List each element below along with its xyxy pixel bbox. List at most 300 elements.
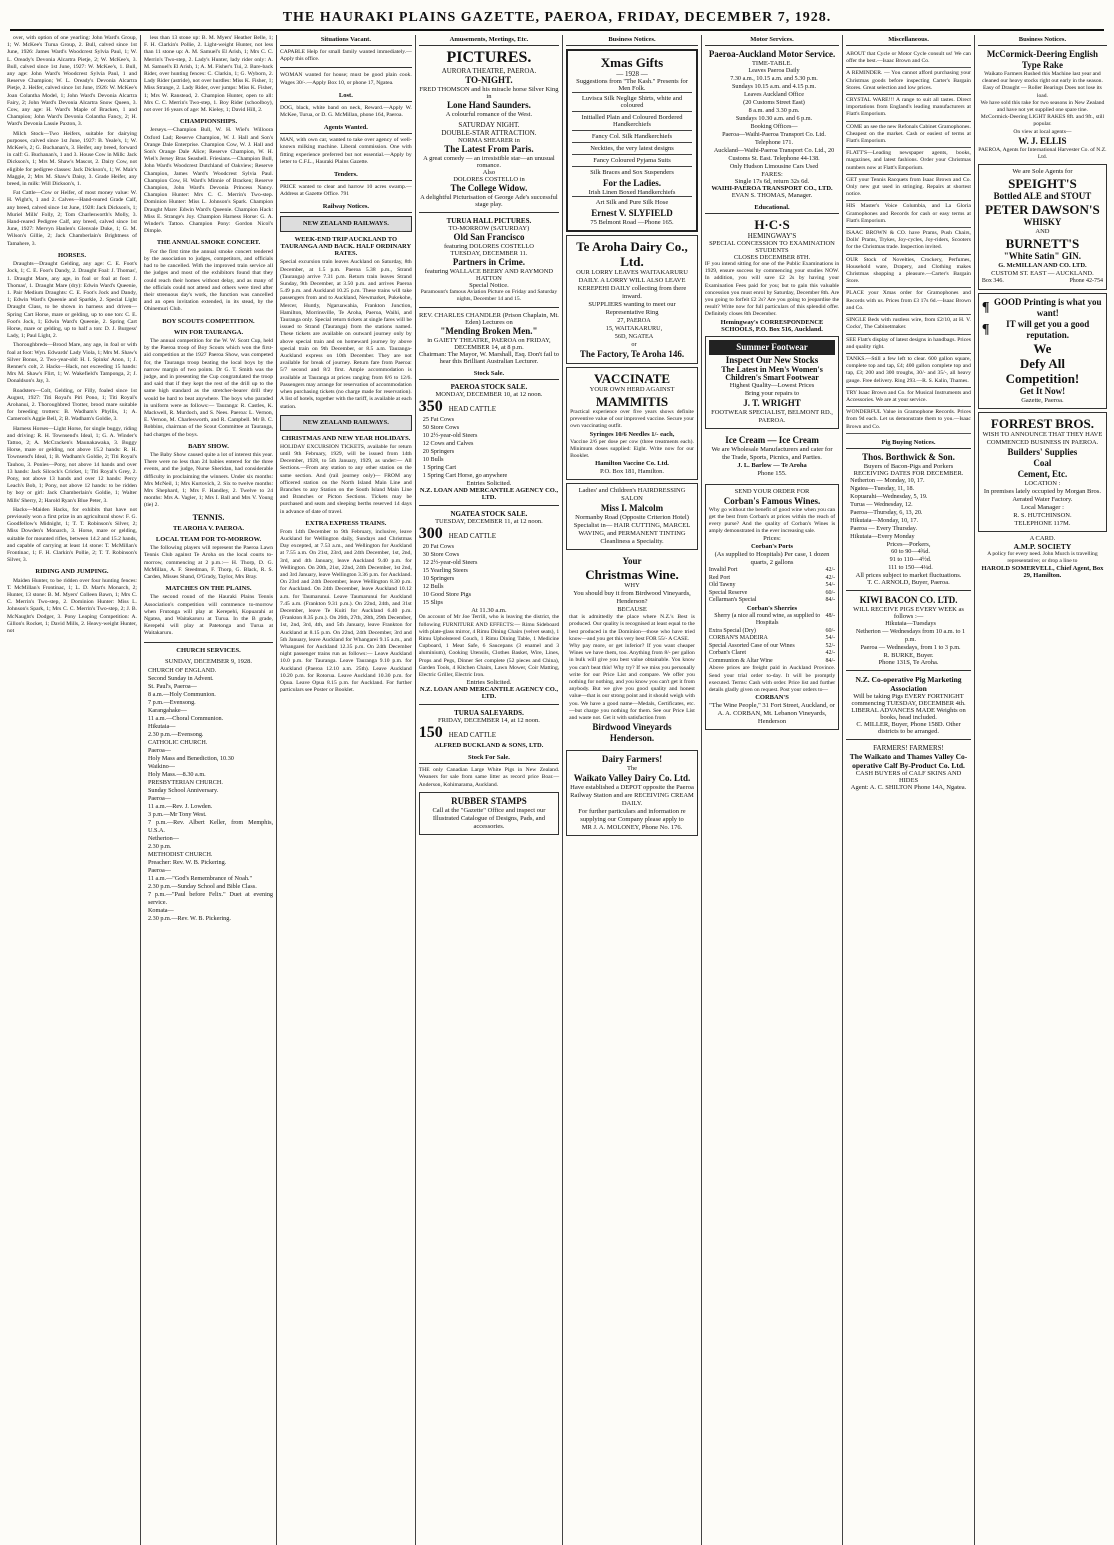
lecture-chair: Chairman: The Mayor, W. Marshall, Esq. Don't fail to hear this Brilliant Australian Lecturer. [418,351,560,366]
stock-list [419,416,559,480]
xmas-title: Xmas Gifts [600,55,664,70]
stock-item: 20 Springers [422,448,455,456]
printing-1: GOOD Printing is what you want! [993,296,1102,318]
film-title: The College Widow. [450,183,528,193]
church-line: 7 p.m.—Rev. Albert Keller, from Memphis, U.S.A. [147,819,274,835]
film-title: Partners in Crime. [452,257,526,267]
pig-buyer-sub: Buyers of Bacon-Pigs and Porkers [863,462,954,470]
gift-item: Luvisca Silk Neglige Shirts, white and coloured [572,92,692,111]
section-header: Miscellaneous. [846,35,971,46]
timetable-line: 8 a.m. and 3.30 p.m. [748,107,800,114]
section-header: Stock Sale. [419,369,559,380]
film-desc: A delightful Picturisation of George Ade's successful stage play. [420,194,558,208]
timetable-line: Paeroa—Waihi-Paeroa Transport Co. Ltd. Telephone 171. [722,131,826,146]
sale-date: MONDAY, DECEMBER 10, at 12 noon. [435,391,543,399]
film-credit: featuring DOLORES COSTELLO [443,243,534,250]
auctioneer: ALFRED BUCKLAND & SONS, LTD. [434,742,544,750]
article-paragraph: The following players will represent the Paeroa Lawn Tennis Club against Te Aroha on the local courts to-morrow, commencing at 2 p.m.:— H. Thorp, D. G. McMillan, A. F. Steedman, F. Thorp, G. Black, R. S. Carden, Misses Shand, O'Grady, Taylor, Mrs Bray. [143,545,274,581]
amp-text: A policy for every need. John Murch is travelling representative; or drop a line to [987,550,1098,564]
price-value: 84/- [825,657,836,664]
misc-ad: A REMINDER. — You cannot afford purchasing your Christmas goods before inspecting Carter's Bargain Stores. Great selection and low prices. [846,68,971,95]
suppliers-text: SUPPLIERS wanting to meet our Representative Ring [588,301,676,316]
date-line: Turua — Wednesday, 12. [850,500,913,508]
coal: Coal [1033,457,1052,468]
te-aroha-dairy-ad [566,235,698,364]
salon-title: Ladies' and Children's HAIRDRESSING SALON [578,487,686,503]
date-line: Paeroa — Every Thursday. [850,524,918,532]
para-icon: ¶ [981,299,990,315]
misc-ad: ISAAC BROWN & CO. have Prams, Push Chairs, Dolls' Prams, Trykes, Joy-cycles, Joy-riders, Scooters for the Christmas trade. Inspection invited. [846,228,971,255]
church-line: Paeroa— [147,747,171,755]
para-icon: ¶ [981,321,990,337]
wine-why-pay: Why pay more, or get inferior? If you want cheaper Wines we have them, too. Anything from 8/- per gallon in bulk will give you best value obtainable. You know you can't beat this! Why try? If we miss you personally write for our Price List and compare. We offer you nothing for nothing, and you know you can't get it from anybody. But we give you good quality and honest value—that is our strong point and it should weigh with you. We have a good name—Medals, Certificates, etc.—but charge you nothing for them. See our Price List and waste not. Get it with satisfaction from [569,643,695,722]
date-line: Netherton — Monday, 10, 17. [850,476,925,484]
section-heading: HORSES. [57,251,86,259]
gift-list [572,92,692,178]
railway-title: WEEK-END TRIP AUCKLAND TO TAURANGA AND BACK. HALF ORDINARY RATES. [280,236,412,258]
agent-name: W. J. ELLIS [1018,135,1067,146]
corban-send: SEND YOUR ORDER FOR [734,487,810,495]
column-amusements [416,35,563,1545]
sale-headcount [419,724,559,742]
stock-item: 10 2½-year-old Steers [422,432,478,440]
section-subheading: LOCAL TEAM FOR TO-MORROW. [155,536,262,543]
church-line: 2.30 p.m.—Rev. W. B. Pickering. [147,915,231,923]
kiwi-line: Paeroa — Wednesdays, from 1 to 3 p.m. [860,643,961,651]
kiwi-line: Netherton — Wednesdays from 10 a.m. to 1 p.m. [855,627,966,643]
rake-saved: We have sold this rake for two seasons in New Zealand and have not yet supplied one spare tine. [980,99,1105,114]
merchant-address: 75 Belmont Road —Phone 165. [590,219,674,226]
rubber-title: RUBBER STAMPS [451,795,527,806]
pictures-title: PICTURES. [446,49,532,66]
divider [846,670,971,671]
footwear-ad [705,336,839,429]
church-date: SUNDAY, DECEMBER 9, 1928. [164,657,253,665]
price-row [709,643,835,651]
film-credit: DOLORES COSTELLO in [453,176,525,183]
divider [419,704,559,705]
rake-easy: Easy of Draught — Roller Bearings Does not lose its load. [983,85,1102,99]
gazette-office: Gazette, Paeroa. [1021,396,1064,404]
price-value: 42/- [825,574,836,581]
church-list [144,667,273,923]
mammitis: MAMMITIS [595,394,669,409]
misc-ad: HIS Master's Voice Columbia, and La Gloria Gramophones and Records for cash or easy terms at Flatt's Emporium. [846,201,971,228]
get-it: Get It Now! [1019,385,1066,396]
stock-item: 1 Spring Cart Horse, go anywhere [422,472,508,480]
wine-title: Christmas Wine. [585,567,679,583]
corban-name: CORBAN'S [755,694,789,702]
builders: Builders' Supplies [1007,446,1078,457]
price-value: 54/- [825,582,836,589]
column-championships [141,35,277,1545]
section-header: Lost. [280,91,412,102]
we: We [1033,340,1052,356]
wine-why: WHY [624,582,640,590]
dairy-the: The [626,765,638,773]
price-item: CORBAN'S MADEIRA [708,635,768,642]
xmas-gifts-ad [566,49,698,232]
phone-list [570,317,694,349]
date-line: Hikutaia—Monday, 10, 17. [850,516,918,524]
church-line: Waikino— [147,763,175,771]
rubber-stamps-ad [419,792,559,835]
wine-because-text: that is admittedly the place where N.Z.'s Best is produced. Our quality is recognised at least equal to the best produced in the Dominion—those who have tried know—and you get this very best FOR 55/- A CASE. [569,614,695,642]
footwear-address: FOOTWEAR SPECIALIST, BELMONT RD., PAEROA. [711,408,833,424]
price-item: Sherry (a nice all round wine, as supplied to Hospitals [714,612,821,627]
sale-headcount [419,525,559,543]
results-paragraph: Jerseys.—Champion Bull, W. H. Wiel's Willoora Oxford Lad; Reserve Champion, W. J. Hall and Son's Orange Dale Enterprise. Champion Cow, W. J. Hall and Son's Orange Dale Alice; Reserve Champion, W. H. Wiel's Jersey Bras Seashell. Friesians.—Champion Bull, John Ward's Woodcrest Dutchland of Oakview; Reserve Champion, James Ward's Woodcrest Sylvia Paul. Champion Cow, H. Ward's Minnie of Bracken; Reserve Champion, John Ward's Devonia Princess Nancy. Champion Hunter: Mrs C. C. Merrin's Two-step. Dominion Hunter: Miss L. Johnson's Spark. Champion Draught Mare: Edwin Ward's Queenie. Champion Hack: Miss E. Strange's Joy. Champion Harness Horse: G. A. Winder's Tattoo. Champion Pony: Gordon Nicol's Dimple. [143,127,274,235]
mcmillan: G. McMILLAN AND CO. LTD. [998,262,1087,270]
price-value: 42/- [825,650,836,657]
footwear-latest: The Latest in Men's Women's Children's Smart Footwear [721,364,823,382]
kiwi-list [846,620,971,652]
dairy-depot: Have established a DEPOT opposite the Paeroa Railway Station and are RECEIVING CREAM DAILY. [570,784,694,808]
syringes: Syringes 10/6 Needles 1/- each, [589,430,675,438]
section-header: Agents Wanted. [280,123,412,134]
tomorrow: TO-MORROW (SATURDAY) [448,225,530,232]
phone-line: 56D, NGATEA [614,333,654,340]
results-paragraph: Roadsters—Colt, Gelding, or Filly, foaled since 1st August, 1927: Titi Royal's Piri Pono, 1; Titi Royal's Arohanui, 2. Thoroughbred Trotter, brood mare suitable for breeding trotters: B. Wadham's Phyllis, 1; A. Cameron's Aggie Bell, 2; B. Wadham's Goldie, 3. [7,387,137,423]
church-line: 11 a.m.—Rev. J. Lowden. [147,803,213,811]
rake-title: McCormick-Deering English Type Rake [986,49,1099,70]
phone-line: or [631,341,637,348]
special-notice-text: Paramount's famous Aviation Picture on Friday and Saturday nights, December 14 and 15. [420,289,558,303]
fares-detail: Single 17s 6d, return 32s 6d. [734,178,810,185]
phone-line: 27, PAEROA [617,317,651,324]
prices-heading: Prices: [763,535,781,543]
stock-list [419,543,559,607]
divider [846,739,971,740]
price-line: 60 to 90—4¾d. [891,547,930,555]
dairy-farmers: Dairy Farmers! [601,754,663,765]
timetable-line: Sundays 10.15 a.m. and 4.15 p.m. [731,83,817,90]
hemingway-title: HEMINGWAY'S [747,232,797,240]
price-row [709,628,835,636]
section-heading: BABY SHOW. [188,442,229,450]
church-line: 7 p.m.—"Paul before Felix." Duet at evening service. [147,891,274,907]
xmas-suggestions: Suggestions from "The Kash." Presents for Men Folk. [576,78,688,92]
coop-sub: Will be taking Pigs EVERY FORTNIGHT commencing TUESDAY, DECEMBER 4th. [851,692,966,707]
sale-title: TURUA SALEYARDS. [454,709,524,718]
date-line: Ngatea—Tuesday, 11, 18. [850,484,915,492]
price-value: 60/- [825,627,836,634]
price-row [709,582,835,590]
double-star: DOUBLE-STAR ATTRACTION. [441,129,537,137]
printing-ad [978,293,1107,409]
rake-view: On view at local agents— [1013,128,1072,135]
pig-price-list [846,548,971,572]
location: LOCATION : [1024,479,1061,487]
stock-item: 10 Springers [422,575,455,583]
local-manager: Local Manager : [1020,503,1064,511]
sale-date: TUESDAY, DECEMBER 11, at 12 noon. [435,518,543,526]
wine-vineyard: Birdwood Vineyards Henderson. [592,722,672,744]
price-value: 84/- [825,597,836,604]
vaccinate: VACCINATE [593,371,671,386]
column-business-notices [563,35,702,1545]
kiwi-title: KIWI BACON CO. LTD. [859,594,958,605]
gift-item: Silk Braces and Sox Suspenders [572,166,692,178]
stock-item: 20 Fat Cows [422,543,455,551]
section-heading: CHAMPIONSHIPS. [179,118,238,126]
forrest-ad [978,412,1107,532]
forrest-announce: WISH TO ANNOUNCE THAT THEY HAVE COMMENCED BUSINESS IN PAEROA. [982,430,1103,446]
sole-agents: We are Sole Agents for [1012,168,1073,176]
section-header: Stock For Sale. [419,753,559,764]
vaccine-ad [566,367,698,480]
wine-because: BECAUSE [617,606,647,614]
corban-text: Why go without the benefit of good wine when you can get the best from Corban's at prices within the reach of every purse? And the quality of Corban's Wines is amply demonstrated in the ever increasing sale. [708,506,836,535]
ice-text: We are Wholesale Manufacturers and cater for the Trade, Sports, Picnics, and Parties. [711,445,833,461]
subject-note: All prices subject to market fluctuations. [855,571,962,579]
date-line: Hikutaia—Every Monday [850,532,915,540]
defy-all: Defy All [1019,355,1065,371]
salon-owner: Miss I. Malcolm [600,503,664,514]
section-header: Tenders. [280,170,412,181]
merchant-name: Ernest V. SLYFIELD [591,208,673,218]
section-header: Pig Buying Notices. [846,438,971,449]
calf-agent: Agent: A. C. SHILTON Phone 14A, Ngatea. [850,783,967,791]
divider [280,67,412,68]
printing-line [982,297,1103,319]
lecture-venue: in GAIETY THEATRE, PAEROA on FRIDAY, DECEMBER 14, at 8 p.m. [427,337,551,352]
hcs-logo: H·C·S [754,217,790,232]
peter-dawsons: PETER DAWSON'S [985,202,1100,218]
church-line: Hikutaia— [147,723,176,731]
coop-title: N.Z. Co-operative Pig Marketing Association [855,674,962,693]
footwear-owner: J. T. WRIGHT [743,397,801,408]
dairy-company: Waikato Valley Dairy Co. Ltd. [573,773,691,784]
section-heading: MATCHES ON THE PLAINS. [165,585,252,593]
auctioneer: N.Z. LOAN AND MERCANTILE AGENCY CO., LTD. [419,487,559,502]
ice-maker: J. L. Barlow — Te Aroha [737,461,807,469]
timetable-line: 7.30 a.m., 10.15 a.m. and 5.30 p.m. [730,75,818,82]
section-subheading: WIN FOR TAURANGA. [173,328,244,336]
transport-manager: EVAN S. THOMAS, Manager. [731,192,813,199]
receiving-dates: RECEIVING DATES FOR DECEMBER. [853,469,964,477]
footwear-inspect: Inspect Our New Stocks [725,354,819,365]
church-line: Second Sunday in Advent. [147,675,214,683]
stock-item: 15 Yearling Steers [422,567,468,575]
price-row [709,590,835,598]
misc-ad: TRY Isaac Brown and Co. for Musical Instruments and Accessories. We are at your service. [846,388,971,407]
section-heading: TENNIS. [192,512,225,522]
vaccinate-sub: YOUR OWN HERD AGAINST [589,386,675,393]
results-paragraph: Draughts—Draught Gelding, any age: C. E. Foot's Jock, 1; C. E. Foot's Dandy, 2. Draught Foal: J. Thomas', 1. Draught Mare, any age, in foal or foal at foot: J. Thomas', 1. Draught Mare (dry): Edwin Ward's Queenie, 1. Pair Medium Draughts: C. E. Foot's Jock and Dandy, 1; Edwin Ward's Queenie and Sparkle, 2. Special Light Draught Class, to be shown in harness and driven—Spring Cart Horse, mare or gelding, up to one ton: C. E. Foot's Jock, 1; Edwin Ward's Queenie, 2. Spring Cart Horse, mare or gelding, up to half a ton: D. J. Burgess' Lady, 1; Paul Light, 2. [7,261,137,340]
date-line: Kopuarahi—Wednesday, 5, 19. [850,492,928,500]
price-line: 111 to 150—4¼d. [888,563,933,571]
stock-item: 30 Store Cows [422,551,460,559]
printing-2: IT will get you a good reputation. [1006,318,1090,340]
transport-company: WAIHI-PAEROA TRANSPORT CO., LTD. [711,185,833,192]
box-number: Box 346. [981,278,1004,285]
entries: Entries Solicited. [466,679,512,687]
price-value: 48/- [825,612,836,619]
price-line: 91 to 110—4½d. [889,555,932,563]
kiwi-sub: WILL RECEIVE PIGS EVERY WEEK as follows :— [853,605,964,620]
divider [419,212,559,213]
results-paragraph: Harness Horses—Light Horse, for single buggy, riding and driving: R. H. Townsend's Ideal, 1; G. A. Winder's Tattoo, 2; A. McCracken's Maunakawaka, 3. Buggy Horse, mare or gelding, not above 15.2 hands: R. H. Townsend's Ideal, 1; B. Wadham's Goldie, 2; Titi Royal's Tauhou, 3. Ponies—Pony, not above 14 hands and over 13 hands: Jack Silcock's Cricket, 1; Titi Royal's Grey, 2. Pony, not above 13 hands and over 12 hands: Percy Leach's Bob, 1; Pony, not above 12 hands: to be ridden by boy or girl: Jack Chamberlain's Goldie, 1; Walter Mills' Sherry, 2; Harold Ryan's Blue Peter, 3. [7,425,137,504]
stock-item: 10 Good Store Pigs [422,591,472,599]
coop-buyer: C. MILLER, Buyer, Phone 158D. Other districts to be arranged. [856,720,961,735]
rake-text: Waikato Farmers Rushed this Machine last year and cleaned our heavy stocks right out early in the season. [982,71,1103,85]
head-count: 350 [418,398,443,416]
wine-why-text: You should buy it from Birdwood Vineyards, Henderson? [573,590,691,606]
custom-st: CUSTOM ST. EAST — AUCKLAND. [991,270,1094,278]
results-paragraph: Maiden Hunter, to be ridden over four hunting fences: T. McMillan's Frontinac, 1; L. D. Mart's Monarch, 2; Hunter, 13 stone: B. M. Myers' Colleen Bawn, 1; Mrs C. C. Merrin's Two-step, 2. Dominion Hunter: Miss L. Johnson's Spark, 1; Mrs C. C. Merrin's Two-step, 2; J. B. McNaught's Dodger, 3. Pony Leaping Competition: A. Gillon's Rocket, 1; David Mills, 2. Heavy-weight Hunter, not [7,577,137,635]
railway-text: HOLIDAY EXCURSION TICKETS, available for return until 9th February, 1929, will be issued from 14th December, 1928, to 5th January, 1929, as under:— All Sections.—From any station to any other station on the same section. And (rail journey only)— FROM any officered station on the North Island Main Line and Branches to any Station on the South Island Main Line and Branches or Picton Sections. Tickets may be purchased and seats and sleeping berths reserved 14 days in advance of date of travel. [280,443,412,515]
timetable-line: (20 Customs Street East) [743,99,805,106]
price-list [709,613,835,666]
article-paragraph: The annual competition for the W. W. Scott Cup, held by the Paeroa troop of Boy Scouts which won the first-aid competition at the 1927 Paeroa Show, was competed for, the Tauranga troop beating the local boys by the narrow margin of two points. Dr G. T. Smith was the judge, and in presenting the Cup congratulated the troop and said that if they kept the rest of the drill up to the same high standard as the stretcher-bearer drill they would be hard to beat anywhere. The boys who paraded in uniform were as follows:— Tauranga: R. Castles, K. Mackwell, R. Murdoch, and S. Nees. Paeroa: L. Vernon, E. Vernon, M. Charlesworth, and R. Campbell. Mr B. C. Robbins, chairman of the Scout Committee at Tauranga, had charges of the boys. [143,337,274,438]
prices-heading: Prices—Porkers, [886,540,931,548]
church-line: 7 p.m.—Evensong. [147,699,196,707]
calf-company: The Waikato and Thames Valley Co-operative Calf By-Product Co. Ltd. [849,751,968,770]
head-count: 300 [418,525,443,543]
film-title: Old San Francisco [453,232,525,242]
results-paragraph: less than 13 stone up: B. M. Myers' Heather Belle, 1; F. H. Clarkin's Pollie, 2. Light-weight Hunter, not less than 11 stone up: A. M. Samuel's El Arish, 1; Mrs C. C. Merrin's Two-step, 2. Lady's Hunter, lady rider only: A. M. Samuel's El Arish, 1; A. M. Fisher's Tui, 2. Bare-back Rider, over hunting fences: C. Clarkin, 1; G. Wyborn, 2. Lady Rider (astride), not over hurdles: Miss K. Fisher, 1; Miss Strange, 2. Lady Rider, over jumps: Miss K. Fisher, 1; Mrs W. Ranstead, 2. Champion Hunter, open to all: Mrs C. C. Merrin's Two-step, 1. Boy Rider (schoolboy), not over 16 years of age: M. Kieley, 1; David Hill, 2. [143,35,274,114]
salon-clean: Cleanliness a Speciality. [600,538,664,546]
head-cattle: HEAD CATTLE [448,731,496,740]
gift-item: Initialled Plain and Coloured Bordered Handkerchiefs [572,111,692,130]
head-cattle: HEAD CATTLE [448,532,496,541]
wine-your: Your [622,556,642,567]
article-paragraph: The second round of the Hauraki Plains Tennis Association's competition will commence to-morrow when Frutonga will play at Kerepehi, Kopuarahi at Ngatea, and Waitakaruru at Turua. In the B grade, Kerepehi will play at Patetonga and Turua at Waitakaruru. [143,594,274,637]
corban-title: Corban's Famous Wines. [723,495,821,506]
sale-time: At 11.30 a.m. [471,607,507,615]
section-heading: THE ANNUAL SMOKE CONCERT. [156,239,261,247]
film-desc: A colourful romance of the West. [445,111,533,118]
price-value: 54/- [825,635,836,642]
phone-line: 15, WAITAKARURU, [605,325,663,332]
price-row [709,567,835,575]
church-line: Netherton— [147,835,179,843]
amp-society: A.M.P. SOCIETY [1013,541,1072,551]
pig-buyer-name: T. C. ARNOLD, Buyer, Paeroa. [867,578,950,586]
corbans-ad [705,484,839,731]
section-heading: RIDING AND JUMPING. [35,568,109,576]
price-row [709,597,835,605]
church-line: Paeroa— [147,795,171,803]
misc-ad: ABOUT that Cycle or Motor Cycle consult us! We can offer the best.—Isaac Brown and Co. [846,49,971,68]
misc-ad: GET your Tennis Racquets from Isaac Brown and Co. Only new gut used in stringing. Repairs at shortest notice. [846,175,971,202]
ladies-heading: For the Ladies. [602,178,662,188]
results-paragraph: over, with option of one yearling: John Ward's Group, 1; W. McKee's Turua Group, 2. Bull, calved since 1st June, 1926: James Ward's Woodcrest Sylvia Paul, 1; W. L. Oready's Devonia Alcartra Pietje, 2; W. McKee's, 3. Bull, calved since 1st June, 1927: W. McKee's, 1. Bull, any age: John Ward's Woodcrest Sylvia Paul, 1 and Reserve Champion; W. L. Oready's Devonia Alcartra Pietje, 2. Heifer, calved since 1st June, 1926: W. McKee's Joan Colantha Model, 1; John Ward's Devonia Alcartra Fairy, 2; John Ward's Devonia Alcartra Snow Queen, 3. Cow, any age: H. Ward's Maple of Bracken, 1 and Champion; John Ward's Devonia Colantha Fancy, 2; H. Ward's Devonia Lassie Paxton, 3. [7,35,137,128]
lecture-speaker: REV. CHARLES CHANDLER (Prison Chaplain, Mt. Eden) Lectures on [418,312,559,327]
dairy-contact: MR J. A. MOLONEY, Phone No. 176. [581,824,683,832]
price-row [709,635,835,643]
bottled: Bottled ALE and STOUT [993,191,1092,202]
cash-buyers: CASH BUYERS of CALF SKINS AND HIDES [855,769,962,784]
film-desc: A great comedy — an irresistible star—an unusual romance. [423,155,555,169]
church-line: Komata— [147,907,174,915]
salon-specialist: Specialist in— HAIR CUTTING, MARCEL WAVING, and PERMANENT TINTING [573,522,691,538]
column-show-results [4,35,141,1545]
ports-sub: (As supplied to Hospitals) Per case, 1 dozen quarts, 2 gallons [714,551,830,567]
timetable-list [705,67,839,171]
and: AND [1035,228,1050,236]
results-paragraph: Hacks—Maiden Hacks, for exhibits that have not previously won a first prize in an agricultural show: F. G. Goodfellow's Midnight, 1; T. T. Robinson's Silver, 2; Miss Dowden's Monarch, 3. Horse, mare or gelding, suitable for mounted rifles, between 14.2 and 15.2 hands, and capable of carrying at least 14 stone: T. McMillan's Frontinac, 1; F. H. Clarkin's Pollie, 2; T. T. Robinson's Silver, 3. [7,506,137,564]
kiwi-buyer: R. BURKE, Buyer. [883,651,934,659]
railway-text: Special excursion train leaves Auckland on Saturday, 8th December, at 1.5 p.m. Paeroa 5.38 p.m., Strand (Tauranga) arrive 7.31 p.m. Return train leaves Strand Sunday, 9th December, at 3.50 p.m. and arrives Paeroa 5.49 p.m. and Auckland 10.25 p.m. These trains will take passengers from and to Auckland, Newmarket, Pukekohe, Mercer, Huntly, Ngaruawahia, Frankton Junction, Hamilton, Morrinsville, Te Aroha, Paeroa, Waihi, and Tauranga only. Special return tickets at single fares will be issued to Strand (Tauranga) from the stations named. These tickets are available on outward journey only by above special train and on homeward journey by above special train on 9th December, or 8.5 a.m. Tauranga-Auckland express on 10th December. They are not available for break of journey. Return fare from Paeroa: 5/7 second and 8/2 first. Ample accommodation is available at Tauranga at prices ranging from 8/6 to 12/6. Passengers may arrange for reservation of accommodation when purchasing tickets (no charge made for reservation). A list of hotels, together with the tariff, is available at each station. [280,259,412,410]
classified-ad: MAN, with own car, wanted to take over agency of well-known milking machine. Liberal commission. One with fitting experience preferred but not essential.—Apply by letter to C.F.L., Hauraki Plains Gazette. [280,137,412,165]
column-business-notices-2 [975,35,1110,1545]
misc-ad: CRYSTAL WARE!!! A range to suit all tastes. Direct importations from England's leading manufacturers at Flatt's Emporium. [846,95,971,122]
misc-ad: WONDERFUL Value in Gramophone Records. Prices from 9d each. Let us demonstrate them to you.—Isaac Brown and Co. [846,407,971,434]
sale-headcount [419,398,559,416]
footwear-bring: Bring your repairs to [744,389,800,397]
ladies-item: Irish Linen Boxed Handkerchiefs [588,189,676,196]
printing-line [982,319,1103,341]
timetable-line: Only Hudson Limousine Cars Used [729,163,819,170]
turua-hall: TURUA HALL PICTURES. [446,217,532,225]
stock-item: 10 Bulls [422,456,444,464]
section-header: Business Notices. [566,35,698,46]
lecture-title: "Mending Broken Men." [440,326,538,337]
motor-title: Paeroa-Auckland Motor Service. [708,49,836,59]
article-body [144,35,273,923]
timetable-line: Leaves Paeroa Daily [748,67,800,74]
classified-ad: CAPABLE Help for small family wanted immediately.—Apply this office. [280,49,412,63]
railway-title: EXTRA EXPRESS TRAINS. [305,519,387,527]
auctioneer: N.Z. LOAN AND MERCANTILE AGENCY CO., LTD. [419,686,559,701]
christmas-wine-ad [566,553,698,747]
tonight: TO-NIGHT. [465,75,513,85]
burnetts: BURNETT'S [1005,236,1080,252]
amp-agent: HAROLD SOMERVELL, Chief Agent, Box 29, Hamilton. [981,565,1104,580]
price-item: Invalid Port [708,567,738,574]
saturday-night: SATURDAY NIGHT. [458,121,520,129]
results-paragraph: Fat Cattle—Cow or Heifer, of most money value: W. H. Wight's, 1 and 2. Calves—Hand-reared Grade Calf, any breed, calved since 1st June, 1928: Jack Dickson's, 1; Muriel Mills' Folly, 2; Tom Charlesworth's Molly, 3. Hand-reared Pedigree Calf, any breed, calved since 1st June, 1927: Mervyn Hanlen's Glenvale Duke, 1; G. M. Wilson's Gillie, 2; Jack Chamberlain's Brightness of Tamahere, 3. [7,190,137,247]
timetable-line: Sundays 10.30 a.m. and 6 p.m. [735,115,813,122]
gift-item: Art Silk and Pure Silk Hose [572,196,692,208]
church-line: 2.30 p.m.—Evensong. [147,731,204,739]
film-title: The Latest From Paris. [444,144,534,154]
price-item: Old Tawny [708,582,736,589]
stock-item: 50 Store Cows [422,424,460,432]
price-row [709,575,835,583]
church-line: CATHOLIC CHURCH. [147,739,208,747]
concession: SPECIAL CONCESSION TO EXAMINATION STUDENTS [709,240,835,254]
church-line: METHODIST CHURCH. [147,851,213,859]
fares: FARES: [761,171,783,178]
farmers-title: FARMERS! FARMERS! [873,743,944,752]
sale-title: PAEROA STOCK SALE. [450,383,528,392]
speights-ad [978,164,1107,290]
dates-list [846,477,971,541]
divider [144,642,273,643]
price-item: Red Port [708,574,731,581]
pig-buyer: Thos. Borthwick & Son. [862,451,955,462]
misc-ad: OUR Stock of Novelties, Crockery, Perfumes, Household ware, Drapery, and Clothing makes Christmas shopping a pleasure.—Carter's Bargain Store. [846,255,971,289]
speights: SPEIGHT'S [1008,176,1077,192]
film-credit: FRED THOMSON and his miracle horse Silver King in [419,86,559,100]
section-header: Educational. [705,203,839,214]
film-title: Lone Hand Saunders. [447,100,531,110]
section-header: Railway Notices. [280,202,412,213]
misc-ad: TANKS.—Still a few left to clear. 600 gallon square, complete top and tap, £4; 400 gallon complete top and tap, £3; 200 and 300 troughs, 30/- and 35/-, all heavy gauge. Free delivery. Ring 293.—R. S. Kalin, Thames. [846,354,971,388]
location-text: In premises lately occupied by Morgan Bros. Aerated Water Factory. [983,487,1101,503]
footwear-title: Summer Footwear [709,340,835,355]
ice-cream-ad [705,432,839,481]
dairy-further: For further particulars and information re supplying our Company please apply to [578,808,686,824]
railway-logo: NEW ZEALAND RAILWAYS. [280,415,412,431]
stock-item: 12 2½-year-old Steers [422,559,478,567]
entries: Entries Solicited. [466,480,512,488]
section-header: Amusements, Meetings, Etc. [419,35,559,46]
also: Also [482,169,496,176]
